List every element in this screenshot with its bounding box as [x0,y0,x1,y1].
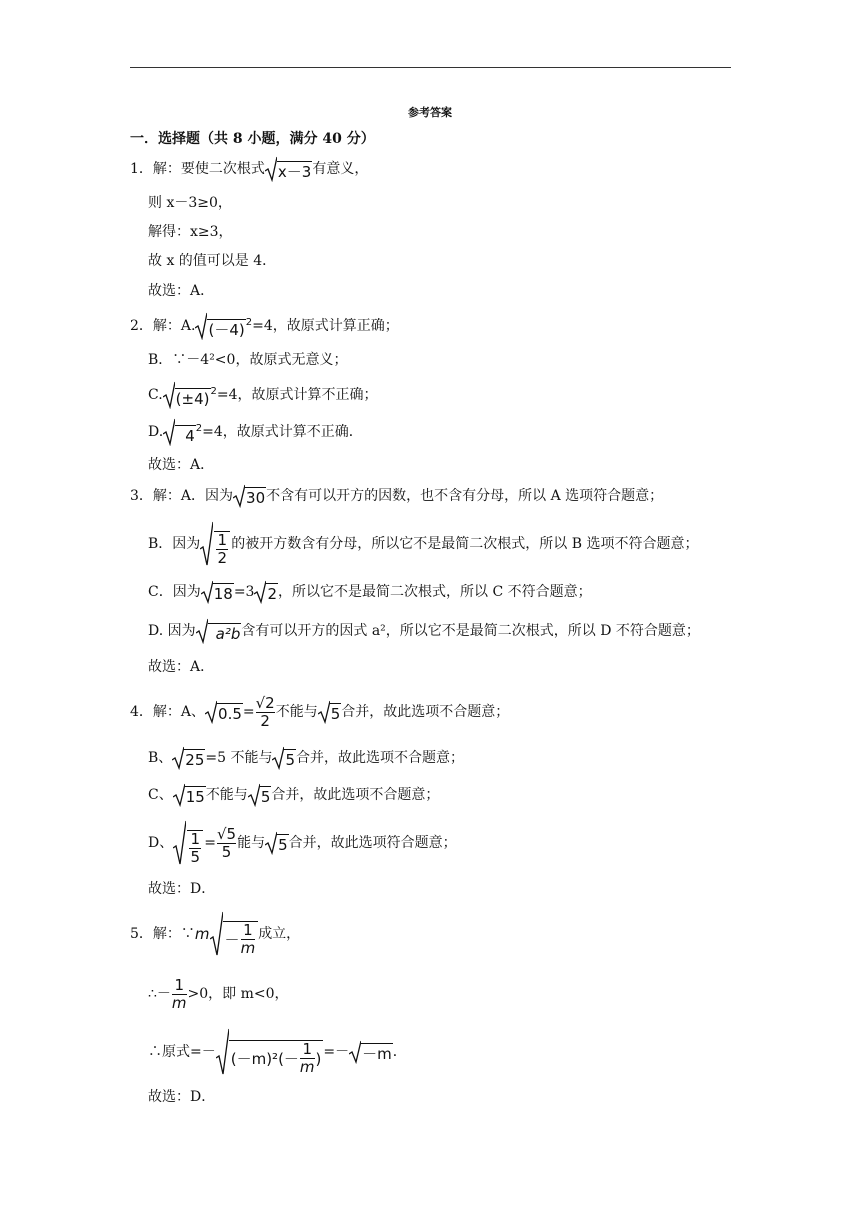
fraction: $\frac{√2}{2}$ [255,693,275,730]
section-heading: 一．选择题（共 8 小题，满分 40 分） [130,131,375,147]
q4-line-5: 故选：D． [148,881,216,897]
sqrt: 25 [172,746,205,770]
sqrt: － $\frac{1}{m}$ [210,911,259,957]
sqrt: 18 [201,580,234,604]
q1-line-4: 故 x 的值可以是 4． [148,253,277,269]
q3-line-3: C．因为 18 =3 2 ，所以它不是最简二次根式，所以 C 不符合题意； [148,580,592,604]
fraction: $\frac{1}{2}$ [214,531,230,567]
q4-line-4: D、 $\frac{1}{5}$ = $\frac{√5}{5}$ 能与 5 合并，故此选项符合题意； [148,822,457,864]
sqrt: 2 [254,580,278,604]
q2-line-2: B．∵－4²<0，故原式无意义； [148,352,348,368]
header-rule [130,67,731,68]
sqrt: a²b [196,618,242,644]
sqrt: 5 [265,831,289,855]
sqrt: (±4) $^2$ [163,381,217,409]
fraction: $\frac{1}{m}$ [240,921,256,957]
fraction: $\frac{1}{m}$ [299,1040,315,1076]
sqrt: 5 [318,700,342,724]
q2-line-3: C. (±4) $^2$ =4，故原式计算不正确； [148,381,378,409]
fraction: $\frac{1}{m}$ [171,975,187,1012]
sqrt [200,521,231,567]
sqrt: 0.5 [205,700,243,724]
sqrt: (－4) $^2$ [195,312,252,340]
q1-line-1: 1．解：要使二次根式 x－3 有意义， [130,156,368,182]
q5-line-1: 5．解：∵ m － $\frac{1}{m}$ 成立， [130,914,300,954]
q2-line-5: 故选：A． [148,457,215,473]
sqrt: 4 $^2$ [163,418,202,446]
q3-line-4: D. 因为 a²b 含有可以开方的因式 a²，所以它不是最简二次根式，所以 D 不符合题意； [148,618,700,644]
q4-line-1: 4．解：A、 0.5 = $\frac{√2}{2}$ 不能与 5 合并，故此选项不合题意； [130,693,510,730]
sqrt: 5 [248,783,272,807]
q1-line-3: 解得：x≥3， [148,224,233,240]
q4-line-2: B、 25 =5 不能与 5 合并，故此选项不合题意； [148,746,464,770]
q3-line-5: 故选：A． [148,659,215,675]
q5-line-4: 故选：D． [148,1089,216,1105]
sqrt: 30 [233,484,266,508]
q3-line-1: 3．解：A．因为 30 不含有可以开方的因数，也不含有分母，所以 A 选项符合题意； [130,484,663,508]
q4-line-3: C、 15 不能与 5 合并，故此选项不合题意； [148,783,439,807]
q5-line-3: ∴原式=－ (－m)²(－ $\frac{1}{m}$ ) =－ －m ． [148,1030,407,1074]
sqrt: 15 [173,783,206,807]
q1-line-2: 则 x－3≥0， [148,195,232,211]
q5-line-2: ∴－ $\frac{1}{m}$ >0，即 m<0， [148,975,289,1012]
sqrt: x－3 [265,156,312,182]
q2-line-4: D. 4 $^2$ =4，故原式计算不正确． [148,418,363,446]
q1-line-5: 故选：A． [148,283,215,299]
q3-line-2: B．因为 $\frac{1}{2}$ 的被开方数含有分母，所以它不是最简二次根式，所以 B 选项不符合题意； [148,524,698,564]
page-title: 参考答案 [408,106,452,119]
fraction: $\frac{1}{5}$ [187,830,203,866]
sqrt: －m [349,1040,393,1064]
fraction: $\frac{√5}{5}$ [216,824,237,861]
q2-line-1: 2．解：A. (－4) $^2$ =4，故原式计算正确； [130,312,399,340]
sqrt [173,820,204,866]
sqrt: 5 [272,746,296,770]
sqrt: (－m)²(－ $\frac{1}{m}$ ) [216,1028,324,1076]
